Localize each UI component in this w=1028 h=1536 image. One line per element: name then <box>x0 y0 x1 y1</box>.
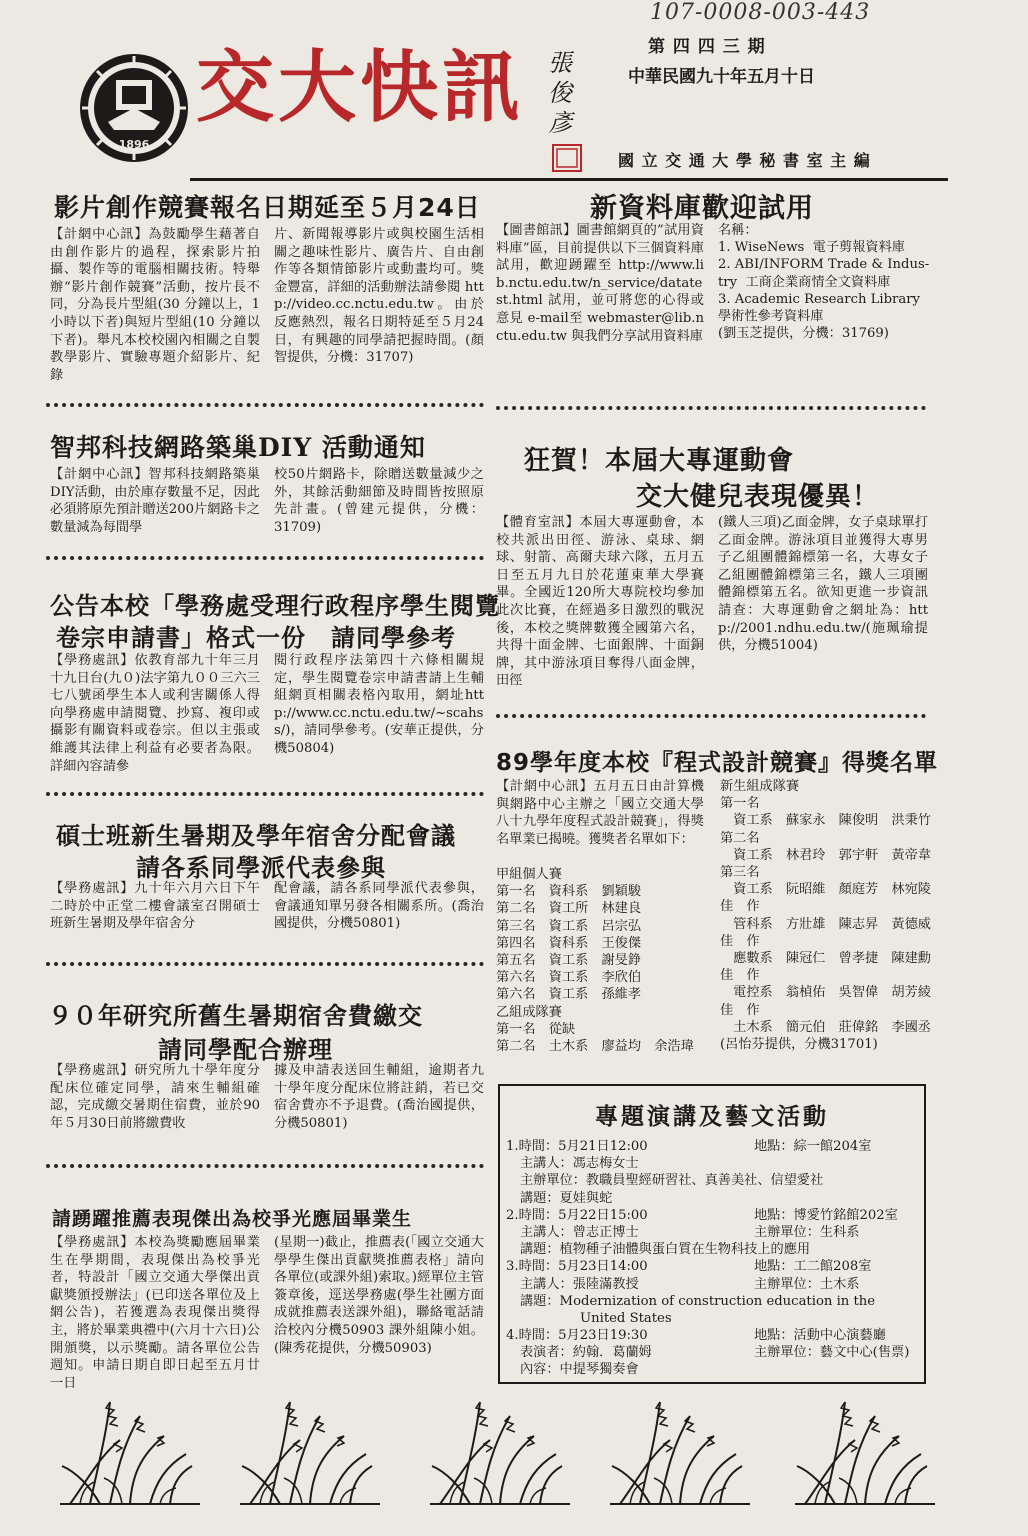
lecture-place: 地點：博愛竹銘館202室 <box>754 1207 898 1223</box>
records-col2: 閱行政程序法第四十六條相關規定，學生閱覽卷宗申請書請上生輔組網頁相關表格內取用，網址http://www.cc.nctu.edu.tw/~scahss/)，請同學參考。(安華正提供，分機50804) <box>274 653 484 756</box>
headline-dorm-fee-1: ９０年研究所舊生暑期宿舍費繳交 <box>48 1001 423 1030</box>
lecture-4-time-row <box>506 1327 922 1344</box>
database-col1: 【圖書館訊】圖書館網頁的”試用資料庫”區，目前提供以下三個資料庫試用，歡迎踴躍至 http://www.lib.nctu.edu.tw/n_service/datatest.html 試用，並可將您的心得或意見 e-mail至 webmaster@lib.nctu.edu.tw 與我們分享試用資料庫 <box>496 223 704 344</box>
headline-graduate: 請踴躍推薦表現傑出為校爭光應屆畢業生 <box>52 1208 413 1230</box>
contest-intro: 【計網中心訊】五月五日由計算機與網路中心主辦之「國立交通大學八十九學年度程式設計競賽」，得獎名單業已揭曉。獲獎者名單如下： <box>496 779 704 847</box>
lecture-place: 地點：活動中心演藝廳 <box>754 1328 886 1344</box>
lecture-1-time-row <box>506 1138 922 1155</box>
lecture-topic-cont: United States <box>580 1310 672 1326</box>
dorm-fee-col2: 據及申請表送回生輔組，逾期者九十學年度分配床位將註銷，若已交宿舍費亦不予退費。(喬治國提供，分機50801) <box>274 1063 484 1131</box>
lectures-title: 專題演講及藝文活動 <box>595 1103 829 1130</box>
logo-year: 1896 <box>118 138 150 151</box>
lecture-organizer: 主辦單位：教職員聖經研習社、真善美社、信望愛社 <box>520 1173 824 1189</box>
lecture-host: 主講人：馮志梅女士 <box>520 1156 639 1172</box>
divider <box>46 403 484 407</box>
nest-col1: 【計網中心訊】智邦科技網路築巢DIY活動，由於庫存數量不足，因此必須將原先預計贈送200片網路卡之數量減為每間學 <box>50 467 260 535</box>
headline-records-2: 卷宗申請書」格式一份 請同學參考 <box>56 624 456 652</box>
database-col2: 名稱： 1. WiseNews 電子剪報資料庫 2. ABI/INFORM Trade & Indus- try 工商企業商情全文資料庫 3. Academic Research Library 學術性參考資料庫 (劉玉芝提供，分機：31769) <box>718 223 930 342</box>
lecture-4-host-row <box>506 1344 922 1361</box>
divider <box>46 556 484 560</box>
headline-dorm-rep-2: 請各系同學派代表參與 <box>136 854 386 882</box>
lecture-time: 2.時間：5月22日15:00 <box>506 1207 648 1223</box>
lecture-time: 1.時間：5月21日12:00 <box>506 1139 648 1154</box>
sports-col1: 【體育室訊】本屆大專運動會，本校共派出田徑、游泳、桌球、網球、射箭、高爾夫球六隊，五月五日至五月九日於花蓮東華大學賽畢。全國近120所大專院校均參加此次比賽，在經過多日激烈的戰況後，本校之獎牌數獲全國第六名，共得十面金牌、七面銀牌、十面銅牌，其中游泳項目奪得八面金牌，田徑 <box>496 515 704 689</box>
lecture-3-time-row <box>506 1258 922 1275</box>
lecture-2-host-row <box>506 1224 922 1241</box>
lecture-topic: 內容：中提琴獨奏會 <box>520 1362 639 1378</box>
film-col1: 【計網中心訊】為鼓勵學生藉著自由創作影片的過程，探索影片拍攝、製作等的電腦相關技術。特舉辦“影片創作競賽”活動，按片長不同，分為長片型組(30 分鐘以上，1小時以下者)與短片型組(10 分鐘以下者)。舉凡本校校園內相關之自製教學影片、實驗專題介紹影片、紀錄 <box>50 227 260 383</box>
contest-list-2: 新生組成隊賽 第一名 資工系 蘇家永 陳俊明 洪秉竹 第二名 資工系 林君玲 郭宇軒 黃帝韋 第三名 資工系 阮昭維 顏庭芳 林宛陵 佳 作 管科系 方壯雄 陳志昇 黃德威 佳 作 應數系 陳冠仁 曾孝捷 陳建勳 佳 作 電控系 翁楨佑 吳智偉 胡芳綾 佳 作 土木系 簡元伯 莊偉銘 李國丞 (呂怡芬提供，分機31701) <box>720 779 931 1053</box>
divider <box>46 1164 484 1168</box>
headline-film: 影片創作競賽報名日期延至５月24日 <box>54 193 481 222</box>
issue-number: 第 四 四 三 期 <box>648 37 766 57</box>
headline-dorm-rep-1: 碩士班新生暑期及學年宿舍分配會議 <box>56 822 456 850</box>
lecture-organizer: 主辦單位：土木系 <box>754 1276 860 1292</box>
dorm-rep-col2: 配會議，請各系同學派代表參與，會議通知單另發各相關系所。(喬治國提供，分機50801) <box>274 881 484 932</box>
dorm-rep-col1: 【學務處訊】九十年六月六日下午二時於中正堂二樓會議室召開碩士班新生暑期及學年宿舍分 <box>50 881 260 932</box>
reed-border-illustration <box>60 1396 940 1506</box>
masthead-title: 交大快訊 <box>196 42 525 133</box>
lectures-list <box>506 1138 922 1379</box>
headline-database: 新資料庫歡迎試用 <box>590 193 814 224</box>
divider <box>46 792 484 796</box>
calligraphy-signature: 張俊彥 <box>548 49 572 137</box>
film-col2: 片、新聞報導影片或與校園生活相關之趣味性影片、廣告片、自由創作等各類情節影片或動畫均可。獎金豐富，詳細的活動辦法請參閱 http://video.cc.nctu.edu.tw。由於反應熱烈，報名日期特延至５月24日，有興趣的同學請把握時間。(顏智提供，分機：31707) <box>274 227 484 366</box>
red-seal <box>552 144 582 172</box>
lecture-time: 3.時間：5月23日14:00 <box>506 1259 648 1275</box>
lecture-host: 主講人：張陸滿教授 <box>520 1276 639 1292</box>
lecture-host: 主講人：曾志正博士 <box>520 1224 639 1240</box>
lecture-topic: 講題：夏娃與蛇 <box>520 1190 613 1206</box>
headline-dorm-fee-2: 請同學配合辦理 <box>158 1035 333 1064</box>
graduate-col2: (星期一)截止，推薦表(「國立交通大學學生傑出貢獻獎推薦表格」請向各單位(或課外組)索取。)經單位主管簽章後，逕送學務處(學生社團方面成就推薦表送課外組)，聯絡電話請洽校內分機50903 課外組陳小姐。(陳秀花提供，分機50903) <box>274 1235 484 1356</box>
lecture-organizer: 主辦單位：生科系 <box>754 1224 860 1240</box>
dorm-fee-col1: 【學務處訊】研究所九十學年度分配床位確定同學，請來生輔組確認，完成繳交暑期住宿費，並於90年５月30日前將繳費收 <box>50 1063 260 1131</box>
lecture-2-time-row <box>506 1207 922 1224</box>
lecture-topic: 講題：植物種子油體與蛋白質在生物科技上的應用 <box>520 1242 811 1258</box>
headline-records-1: 公告本校「學務處受理行政程序學生閱覽 <box>50 592 500 620</box>
lectures-box <box>498 1084 926 1384</box>
lecture-3-host-row <box>506 1276 922 1293</box>
contest-list-1: 甲組個人賽 第一名 資科系 劉穎駿 第二名 資工所 林建良 第三名 資工系 呂宗弘 第四名 資科系 王俊傑 第五名 資工系 謝旻錚 第六名 資工系 李欣伯 第六名 資工系 孫維孝 乙組成隊賽 第一名 從缺 第二名 土木系 廖益均 余浩瑋 <box>496 867 694 1055</box>
masthead-rule <box>190 178 948 181</box>
graduate-col1: 【學務處訊】本校為獎勵應屆畢業生在學期間，表現傑出為校爭光者，特設計「國立交通大學傑出貢獻獎頒授辦法」(已印送各單位及上網公告)，若獲選為表現傑出獎得主，將於畢業典禮中(六月十六日)公開頒獎，以示獎勵。請各單位公告週知。申請日期自即日起至五月廿一日 <box>50 1235 260 1391</box>
headline-sports-2: 交大健兒表現優異！ <box>636 482 880 512</box>
nest-col2: 校50片網路卡，除贈送數量減少之外，其餘活動細節及時間皆按照原先計畫。(曾建元提供，分機：31709) <box>274 467 484 535</box>
editor-line: 國 立 交 通 大 學 秘 書 室 主 編 <box>618 151 871 170</box>
issue-date: 中華民國九十年五月十日 <box>628 67 815 87</box>
lecture-place: 地點：綜一館204室 <box>754 1139 872 1154</box>
sports-col2: (鐵人三項)乙面金牌，女子桌球單打乙面金牌。游泳項目並獲得大專男子乙組團體錦標第一名，大專女子乙組團體錦標第三名，鐵人三項團體錦標第五名。欲知更進一步資訊請查：大專運動會之網址為：http://2001.ndhu.edu.tw/(施珮瑜提供，分機51004) <box>718 515 928 654</box>
records-col1: 【學務處訊】依教育部九十年三月十九日台(九０)法字第九００三六三七八號函學生本人或利害關係人得向學務處申請閱覽、抄寫、複印或攝影有關資料或卷宗。但以主張或維護其法律上利益有必要者為限。詳細內容請參 <box>50 653 260 774</box>
lecture-time: 4.時間：5月23日19:30 <box>506 1328 648 1344</box>
lecture-place: 地點：工二館208室 <box>754 1259 872 1275</box>
headline-sports-1: 狂賀！本屆大專運動會 <box>524 446 795 476</box>
divider <box>46 962 484 966</box>
divider <box>496 406 926 410</box>
lecture-topic: 講題：Modernization of construction education in the <box>520 1293 876 1309</box>
lecture-organizer: 主辦單位：藝文中心(售票) <box>754 1345 910 1361</box>
headline-nest: 智邦科技網路築巢DIY 活動通知 <box>50 433 426 462</box>
divider <box>496 714 926 718</box>
university-logo <box>78 52 190 164</box>
archive-number: 107-0008-003-443 <box>650 0 871 25</box>
headline-contest: 89學年度本校『程式設計競賽』得獎名單 <box>496 750 939 776</box>
lecture-host: 表演者：約翰．葛蘭姆 <box>520 1345 652 1361</box>
